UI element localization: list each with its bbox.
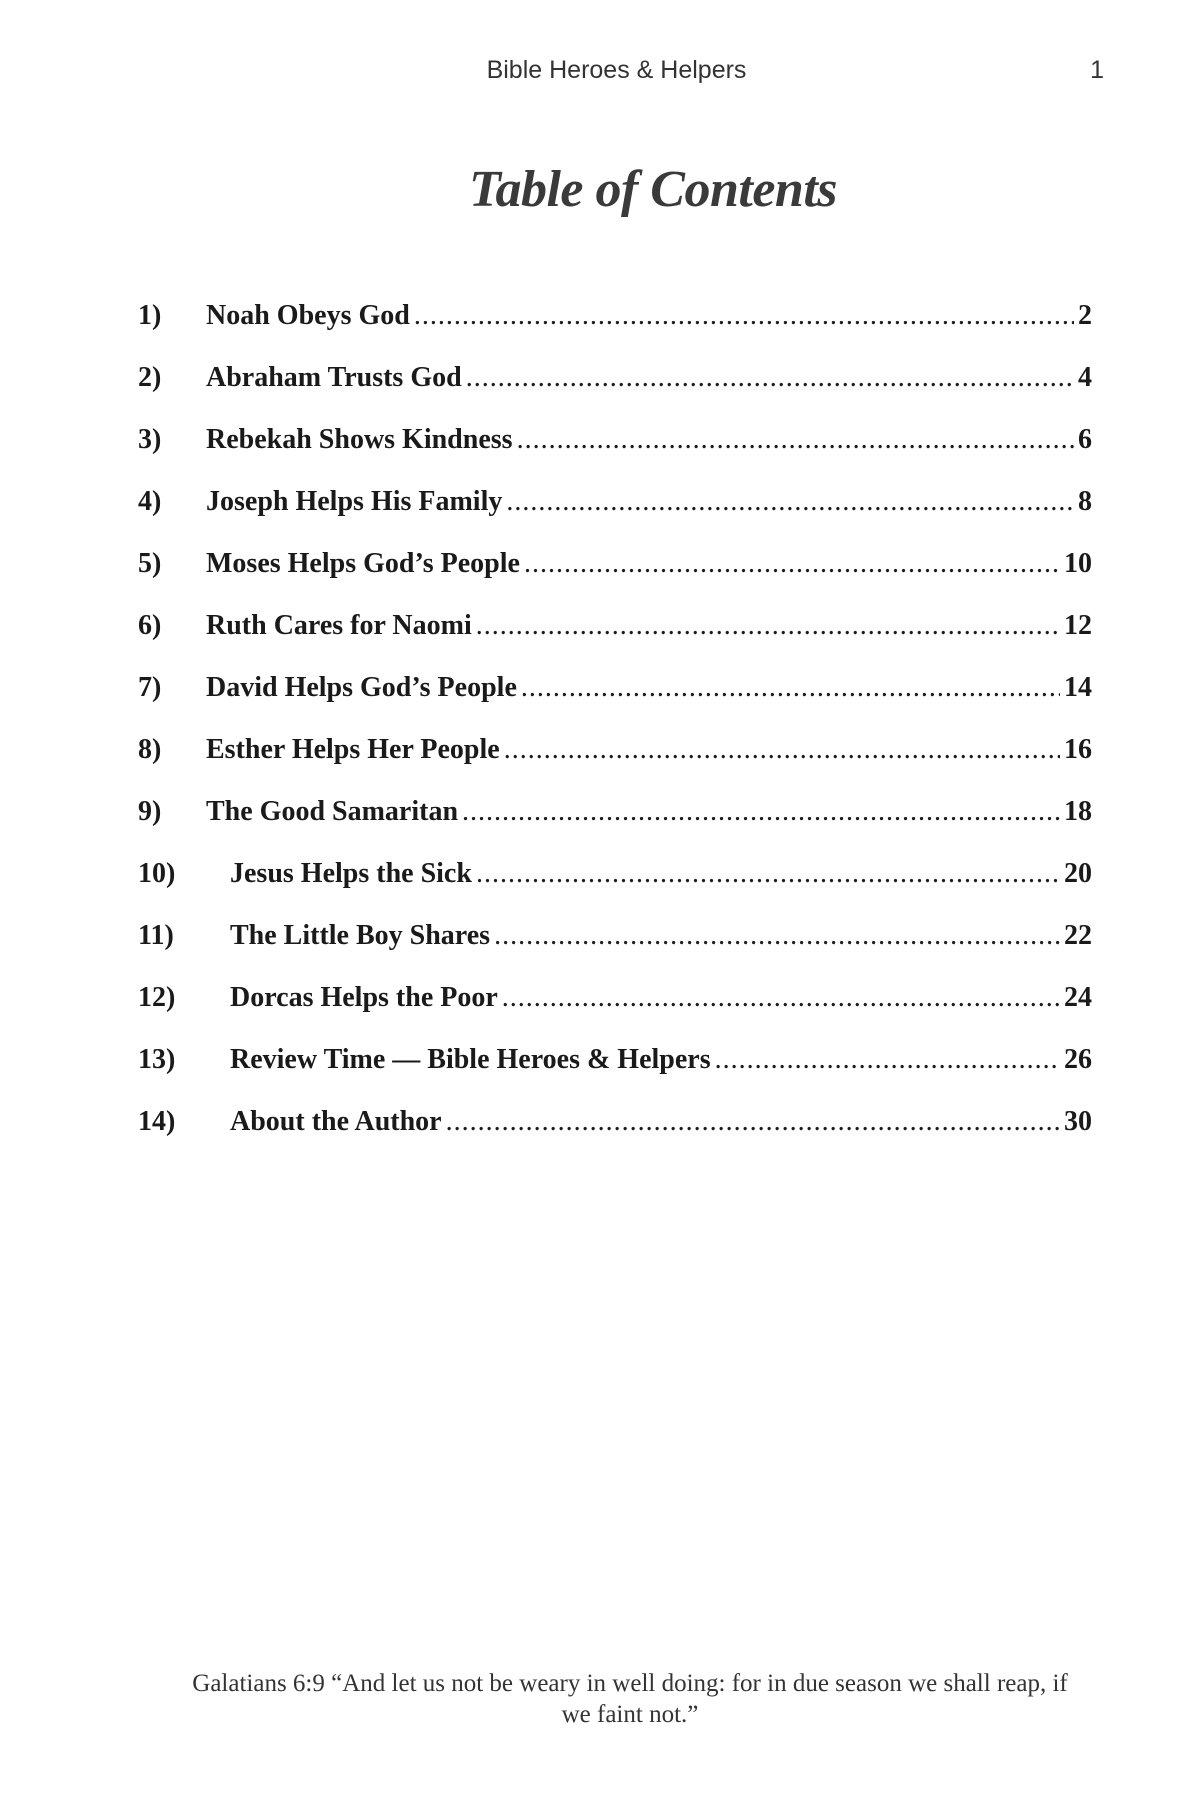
toc-entry-label: Ruth Cares for Naomi xyxy=(206,610,472,641)
toc-entry-label: Jesus Helps the Sick xyxy=(230,858,472,889)
toc-entry[interactable] xyxy=(138,734,1092,796)
dot-leader xyxy=(715,1044,1060,1076)
toc-entry[interactable] xyxy=(138,362,1092,424)
toc-entry-number: 3) xyxy=(138,424,162,455)
toc-entry-label: Joseph Helps His Family xyxy=(206,486,503,517)
toc-entry-number: 6) xyxy=(138,610,162,641)
toc-entry-page: 22 xyxy=(1064,920,1092,951)
toc-entry-label: Review Time — Bible Heroes & Helpers xyxy=(230,1044,711,1075)
toc-entry-page: 26 xyxy=(1064,1044,1092,1075)
dot-leader xyxy=(502,982,1060,1014)
toc-entry-label: Rebekah Shows Kindness xyxy=(206,424,513,455)
toc-entry-number: 4) xyxy=(138,486,162,517)
toc-entry-label: Abraham Trusts God xyxy=(206,362,462,393)
toc-entry-number: 1) xyxy=(138,300,162,331)
toc-entry[interactable] xyxy=(138,858,1092,920)
toc-entry-label: David Helps God’s People xyxy=(206,672,517,703)
dot-leader xyxy=(462,796,1060,828)
toc-entry-page: 12 xyxy=(1064,610,1092,641)
toc-entry-label: Dorcas Helps the Poor xyxy=(230,982,498,1013)
toc-entry-page: 8 xyxy=(1078,486,1092,517)
toc-entry-label: The Little Boy Shares xyxy=(230,920,491,951)
toc-entry[interactable] xyxy=(138,610,1092,672)
dot-leader xyxy=(517,424,1074,456)
toc-entry-page: 4 xyxy=(1078,362,1092,393)
toc-entry[interactable] xyxy=(138,982,1092,1044)
toc-entry-number: 5) xyxy=(138,548,162,579)
dot-leader xyxy=(466,362,1074,394)
dot-leader xyxy=(504,734,1060,766)
toc-entry-number: 7) xyxy=(138,672,162,703)
footer-quote: Galatians 6:9 “And let us not be weary in well doing: for in due season we shall reap, if we faint not.” xyxy=(192,1670,1068,1728)
toc-entry[interactable] xyxy=(138,424,1092,486)
toc-entry[interactable] xyxy=(138,796,1092,858)
toc-entry-page: 24 xyxy=(1064,982,1092,1013)
toc-entry-label: Noah Obeys God xyxy=(206,300,410,331)
toc-entry-page: 14 xyxy=(1064,672,1092,703)
toc-entry-page: 30 xyxy=(1064,1106,1092,1137)
toc-entry[interactable] xyxy=(138,1044,1092,1106)
dot-leader xyxy=(524,548,1060,580)
table-of-contents xyxy=(138,300,1092,1168)
dot-leader xyxy=(476,858,1060,890)
running-header xyxy=(0,56,1200,92)
toc-entry[interactable] xyxy=(138,300,1092,362)
toc-entry-number: 13) xyxy=(138,1044,176,1075)
toc-entry[interactable] xyxy=(138,920,1092,982)
page-number: 1 xyxy=(1090,56,1104,84)
toc-entry[interactable] xyxy=(138,548,1092,610)
dot-leader xyxy=(506,486,1074,518)
toc-entry-number: 10) xyxy=(138,858,176,889)
toc-entry-page: 16 xyxy=(1064,734,1092,765)
toc-entry-page: 10 xyxy=(1064,548,1092,579)
toc-entry[interactable] xyxy=(138,1106,1092,1168)
toc-entry-label: The Good Samaritan xyxy=(206,796,459,827)
running-title: Bible Heroes & Helpers xyxy=(486,56,747,84)
dot-leader xyxy=(476,610,1060,642)
toc-entry-page: 2 xyxy=(1078,300,1092,331)
toc-entry[interactable] xyxy=(138,486,1092,548)
toc-entry-number: 12) xyxy=(138,982,176,1013)
toc-entry-page: 20 xyxy=(1064,858,1092,889)
toc-entry-page: 6 xyxy=(1078,424,1092,455)
toc-entry-label: Esther Helps Her People xyxy=(206,734,500,765)
toc-entry-number: 9) xyxy=(138,796,162,827)
toc-entry-number: 14) xyxy=(138,1106,176,1137)
toc-entry-label: Moses Helps God’s People xyxy=(206,548,520,579)
toc-entry[interactable] xyxy=(138,672,1092,734)
toc-entry-page: 18 xyxy=(1064,796,1092,827)
toc-entry-number: 11) xyxy=(138,920,174,951)
toc-entry-number: 2) xyxy=(138,362,162,393)
dot-leader xyxy=(446,1106,1060,1138)
toc-entry-label: About the Author xyxy=(230,1106,442,1137)
dot-leader xyxy=(521,672,1060,704)
dot-leader xyxy=(494,920,1060,952)
page-title: Table of Contents xyxy=(468,161,838,218)
dot-leader xyxy=(414,300,1074,332)
toc-entry-number: 8) xyxy=(138,734,162,765)
